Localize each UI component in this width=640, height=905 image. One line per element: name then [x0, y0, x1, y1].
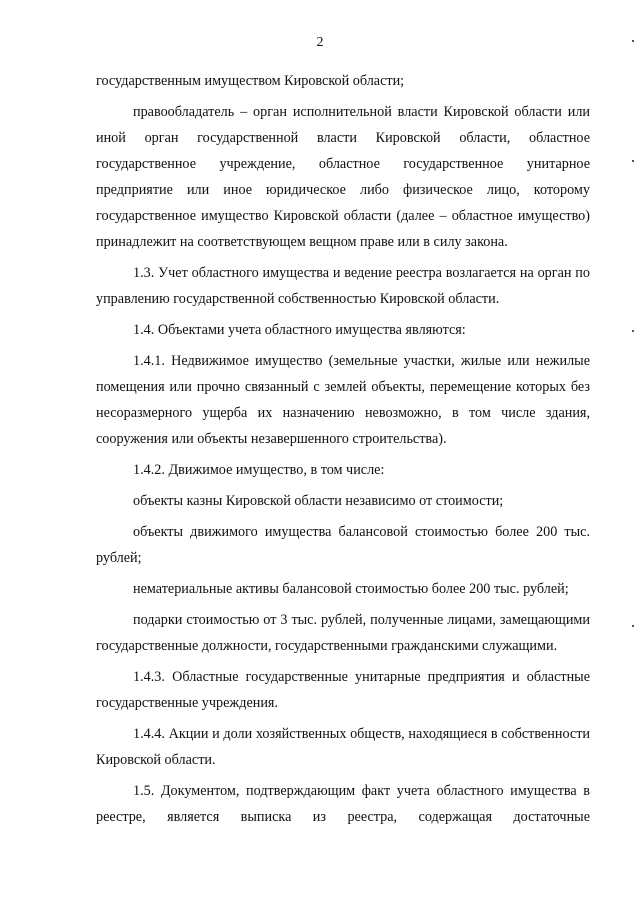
paragraph-gifts: подарки стоимостью от 3 тыс. рублей, полученные лицами, замещающими государственные должности, государственными гражданскими служащими.	[96, 612, 590, 654]
document-body	[96, 68, 590, 835]
scan-edge-mark	[632, 330, 634, 332]
paragraph-1-5: 1.5. Документом, подтверждающим факт учета областного имущества в реестре, является выписка из реестра, содержащая достаточные	[96, 783, 590, 825]
paragraph-continuation: государственным имуществом Кировской области;	[96, 73, 405, 89]
scan-edge-mark	[632, 160, 634, 162]
paragraph-1-4-2: 1.4.2. Движимое имущество, в том числе:	[133, 462, 385, 478]
paragraph-1-4-4: 1.4.4. Акции и доли хозяйственных обществ, находящиеся в собственности Кировской области.	[96, 726, 590, 768]
paragraph-rightholder-definition: правообладатель – орган исполнительной власти Кировской области или иной орган государственной власти Кировской области, областное государственное учреждение, областное государственное унитарное предприятие или иное юридическое либо физическое лицо, которому государственное имущество Кировской области (далее – областное имущество) принадлежит на соответствующем вещном праве или в силу закона.	[96, 104, 590, 250]
paragraph-movable-objects: объекты движимого имущества балансовой стоимостью более 200 тыс. рублей;	[96, 524, 590, 566]
paragraph-treasury-objects: объекты казны Кировской области независимо от стоимости;	[133, 493, 504, 509]
scan-edge-mark	[632, 40, 634, 42]
paragraph-1-4-1: 1.4.1. Недвижимое имущество (земельные участки, жилые или нежилые помещения или прочно связанный с землей объекты, перемещение которых без несоразмерного ущерба их назначению невозможно, в том числе здания, сооружения или объекты незавершенного строительства).	[96, 353, 590, 447]
paragraph-1-3: 1.3. Учет областного имущества и ведение реестра возлагается на орган по управлению государственной собственностью Кировской области.	[96, 265, 590, 307]
page-number: 2	[316, 35, 324, 50]
scan-edge-mark	[632, 625, 634, 627]
paragraph-1-4-3: 1.4.3. Областные государственные унитарные предприятия и областные государственные учреждения.	[96, 669, 590, 711]
paragraph-1-4: 1.4. Объектами учета областного имущества являются:	[133, 322, 466, 338]
paragraph-intangible-assets: нематериальные активы балансовой стоимостью более 200 тыс. рублей;	[133, 581, 569, 597]
